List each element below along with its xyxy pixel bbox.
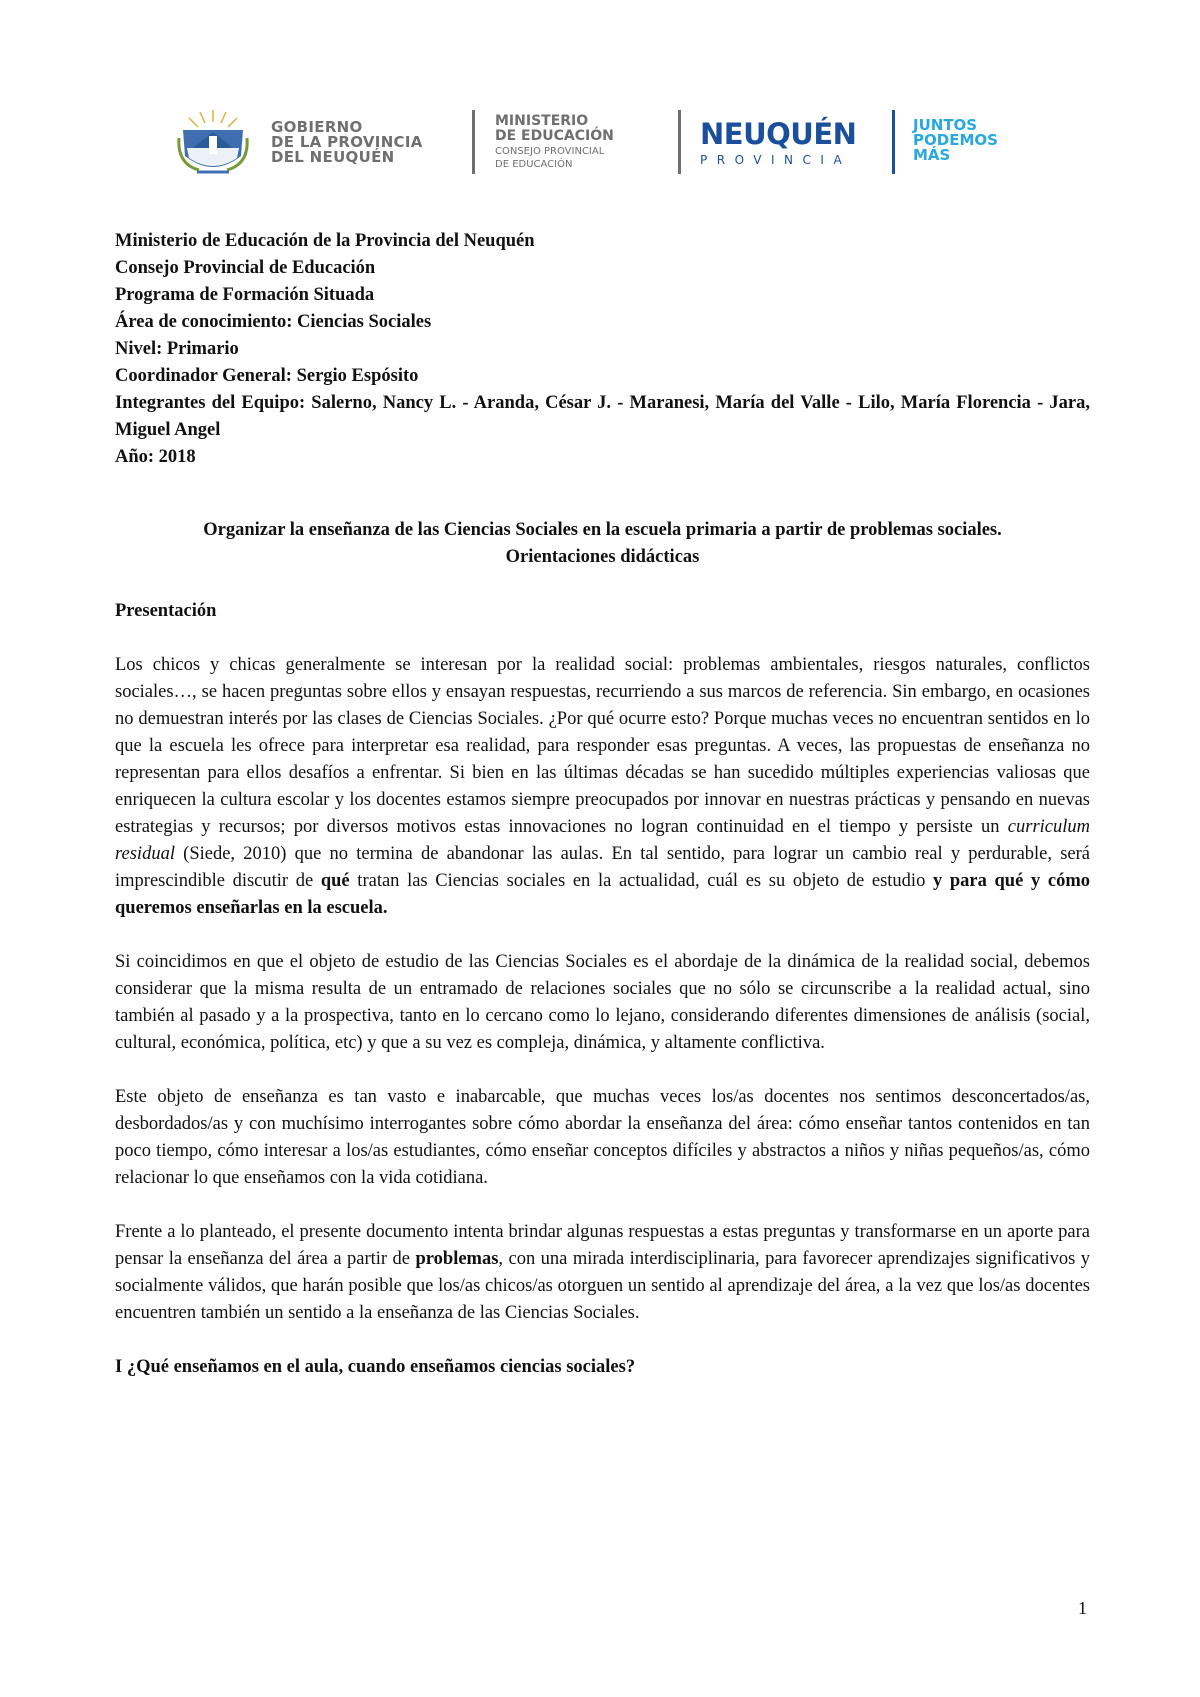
- title-line-2: Orientaciones didácticas: [505, 547, 700, 567]
- provincia-wordmark: PROVINCIA: [700, 153, 852, 167]
- meta-ministerio: Ministerio de Educación de la Provincia del Neuquén: [115, 231, 535, 251]
- p1-bold-ending: y para qué y cómo queremos enseñarlas en la escuela.: [115, 871, 1090, 918]
- juntos-podemos-mas-logo: [913, 118, 998, 163]
- ministerio-logo-text: [495, 114, 614, 170]
- meta-integrantes: Integrantes del Equipo: Salerno, Nancy L. - Aranda, César J. - Maranesi, María del Valle - Lilo, María Florencia - Jara, Miguel Angel: [115, 393, 1090, 440]
- meta-consejo: Consejo Provincial de Educación: [115, 258, 376, 278]
- gobierno-line-3: DEL NEUQUÉN: [271, 148, 395, 166]
- paragraph-3: Este objeto de enseñanza es tan vasto e inabarcable, que muchas veces los/as docentes nos sentimos desconcertados/as, desbordados/as y con muchísimo interrogantes sobre cómo abordar la enseñanza del área: cómo enseñar tantos contenidos en tan poco tiempo, cómo interesar a los/as estudiantes, cómo enseñar conceptos difíciles y abstractos a niños y niñas pequeños/as, cómo relacionar lo que enseñamos con la vida cotidiana.: [115, 1087, 1090, 1188]
- neuquen-wordmark: NEUQUÉN: [700, 117, 857, 151]
- gobierno-logo-text: [271, 120, 423, 165]
- juntos-line-3: MÁS: [913, 146, 951, 164]
- paragraph-2: Si coincidimos en que el objeto de estudio de las Ciencias Sociales es el abordaje de la dinámica de la realidad social, debemos considerar que la misma resulta de un entramado de relaciones sociales que no sólo se circunscribe a la realidad actual, sino también al pasado y a la prospectiva, tanto en lo cercano como lo lejano, considerando diferentes dimensiones de análisis (social, cultural, económica, política, etc) y que a su vez es compleja, dinámica, y altamente conflictiva.: [115, 952, 1090, 1053]
- consejo-line-2: DE EDUCACIÓN: [495, 159, 573, 170]
- meta-anio: Año: 2018: [115, 447, 196, 467]
- juntos-line-2: PODEMOS: [913, 131, 998, 149]
- ministerio-line-2: DE EDUCACIÓN: [495, 128, 614, 144]
- meta-coordinador: Coordinador General: Sergio Espósito: [115, 366, 419, 386]
- section-heading-1: I ¿Qué enseñamos en el aula, cuando enseñamos ciencias sociales?: [115, 1357, 636, 1377]
- juntos-line-1: JUNTOS: [913, 116, 978, 134]
- meta-programa: Programa de Formación Situada: [115, 285, 375, 305]
- p1-italic-curriculum: curriculum residual: [115, 817, 1090, 864]
- p4-bold-problemas: problemas: [415, 1249, 499, 1269]
- p4-text-a: Frente a lo planteado, el presente documento intenta brindar algunas respuestas a estas preguntas y transformarse en un aporte para pensar la enseñanza del área a partir de: [115, 1222, 1090, 1269]
- header-logo-bar: [175, 100, 1045, 185]
- consejo-line-1: CONSEJO PROVINCIAL: [495, 146, 605, 157]
- p1-text-c: tratan las Ciencias sociales en la actualidad, cuál es su objeto de estudio: [349, 871, 933, 891]
- meta-nivel: Nivel: Primario: [115, 339, 239, 359]
- meta-area: Área de conocimiento: Ciencias Sociales: [115, 312, 432, 332]
- document-title: [115, 517, 1090, 571]
- logo-divider: [472, 110, 475, 174]
- p1-bold-que: qué: [320, 871, 350, 891]
- ministerio-line-1: MINISTERIO: [495, 113, 589, 129]
- section-heading-presentacion: Presentación: [115, 601, 217, 621]
- logo-divider: [678, 110, 681, 174]
- gobierno-line-2: DE LA PROVINCIA: [271, 133, 423, 151]
- page-number: 1: [1078, 1598, 1087, 1618]
- p1-text-b: (Siede, 2010) que no termina de abandonar las aulas. En tal sentido, para lograr un cambio real y perdurable, será imprescindible discutir de: [115, 844, 1090, 891]
- provincial-seal-icon: [175, 108, 251, 176]
- paragraph-4: [115, 1219, 1090, 1327]
- document-metadata: [115, 228, 1090, 471]
- logo-divider: [892, 110, 895, 174]
- p1-text-a: Los chicos y chicas generalmente se interesan por la realidad social: problemas ambientales, riesgos naturales, conflictos sociales…, se hacen preguntas sobre ellos y ensayan respuestas, recurriendo a sus marcos de referencia. Sin embargo, en ocasiones no demuestran interés por las clases de Ciencias Sociales. ¿Por qué ocurre esto? Porque muchas veces no encuentran sentidos en lo que la escuela les ofrece para interpretar esa realidad, para responder esas preguntas. A veces, las propuestas de enseñanza no representan para ellos desafíos a enfrentar. Si bien en las últimas décadas se han sucedido múltiples experiencias valiosas que enriquecen la cultura escolar y los docentes estamos siempre preocupados por innovar en nuestras prácticas y pensando en nuevas estrategias y recursos; por diversos motivos estas innovaciones no logran continuidad en el tiempo y persiste un: [115, 655, 1090, 837]
- document-body: [115, 228, 1090, 1381]
- p4-text-b: , con una mirada interdisciplinaria, para favorecer aprendizajes significativos y socialmente válidos, que harán posible que los/as chicos/as otorguen un sentido al aprendizaje del área, a la vez que los/as docentes encuentren también un sentido a la enseñanza de las Ciencias Sociales.: [115, 1249, 1090, 1323]
- paragraph-1: [115, 652, 1090, 922]
- neuquen-provincia-logo: [700, 118, 856, 167]
- title-line-1: Organizar la enseñanza de las Ciencias Sociales en la escuela primaria a partir de problemas sociales.: [203, 520, 1002, 540]
- gobierno-line-1: GOBIERNO: [271, 118, 363, 136]
